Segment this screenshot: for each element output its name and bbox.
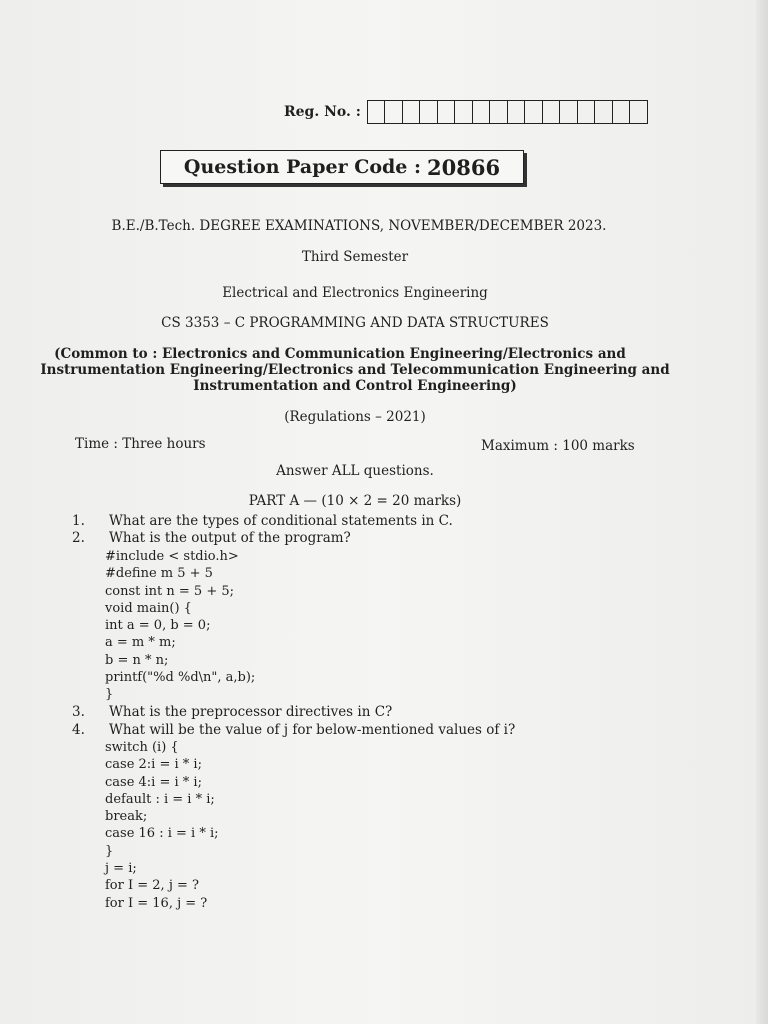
reg-digit-box bbox=[560, 101, 578, 123]
reg-digit-box bbox=[630, 101, 647, 123]
page-edge-shadow bbox=[756, 0, 768, 1024]
question-1-number: 1. bbox=[72, 513, 85, 529]
common-to-line-1: (Common to : Electronics and Communication Engineering/Electronics and bbox=[54, 346, 626, 362]
reg-digit-box bbox=[595, 101, 613, 123]
question-4-code: switch (i) { case 2:i = i * i; case 4:i = i * i; default : i = i * i; break; case 16 : i = i * i; } j = i; for I = 2, j = ? for I = 16, j = ? bbox=[105, 740, 219, 911]
reg-digit-box bbox=[368, 101, 386, 123]
question-2-number: 2. bbox=[72, 530, 85, 546]
reg-number-boxes bbox=[367, 100, 648, 124]
question-1-text: What are the types of conditional statements in C. bbox=[109, 513, 453, 529]
reg-digit-box bbox=[490, 101, 508, 123]
instruction-line: Answer ALL questions. bbox=[276, 463, 434, 479]
branch-line: Electrical and Electronics Engineering bbox=[222, 285, 488, 301]
reg-digit-box bbox=[613, 101, 631, 123]
question-3-number: 3. bbox=[72, 704, 85, 720]
reg-digit-box bbox=[403, 101, 421, 123]
course-line: CS 3353 – C PROGRAMMING AND DATA STRUCTURES bbox=[161, 315, 549, 331]
time-allowed: Time : Three hours bbox=[75, 436, 206, 452]
regulations-line: (Regulations – 2021) bbox=[284, 409, 426, 425]
common-to-line-2: Instrumentation Engineering/Electronics and Telecommunication Engineering and bbox=[40, 362, 670, 378]
semester-line: Third Semester bbox=[301, 249, 409, 265]
reg-digit-box bbox=[508, 101, 526, 123]
qpc-code: 20866 bbox=[427, 154, 501, 180]
part-a-title: PART A — (10 × 2 = 20 marks) bbox=[248, 493, 462, 509]
reg-digit-box bbox=[420, 101, 438, 123]
reg-digit-box bbox=[543, 101, 561, 123]
reg-number-field bbox=[284, 100, 648, 124]
question-2-code: #include < stdio.h> #define m 5 + 5 const int n = 5 + 5; void main() { int a = 0, b = 0; a = m * m; b = n * n; printf("%d %d\n", a,b); } bbox=[105, 549, 256, 703]
question-3-text: What is the preprocessor directives in C? bbox=[109, 704, 393, 720]
reg-digit-box bbox=[438, 101, 456, 123]
question-paper-code-box bbox=[160, 150, 524, 184]
common-to-line-3: Instrumentation and Control Engineering) bbox=[193, 378, 517, 394]
reg-label: Reg. No. : bbox=[284, 104, 361, 120]
maximum-marks: Maximum : 100 marks bbox=[481, 438, 635, 454]
reg-digit-box bbox=[578, 101, 596, 123]
reg-digit-box bbox=[525, 101, 543, 123]
reg-digit-box bbox=[385, 101, 403, 123]
question-4-text: What will be the value of j for below-mentioned values of i? bbox=[109, 722, 516, 738]
question-2-text: What is the output of the program? bbox=[109, 530, 351, 546]
qpc-label: Question Paper Code : bbox=[183, 156, 422, 178]
degree-line: B.E./B.Tech. DEGREE EXAMINATIONS, NOVEMBER/DECEMBER 2023. bbox=[111, 218, 607, 234]
question-4-number: 4. bbox=[72, 722, 85, 738]
reg-digit-box bbox=[455, 101, 473, 123]
reg-digit-box bbox=[473, 101, 491, 123]
